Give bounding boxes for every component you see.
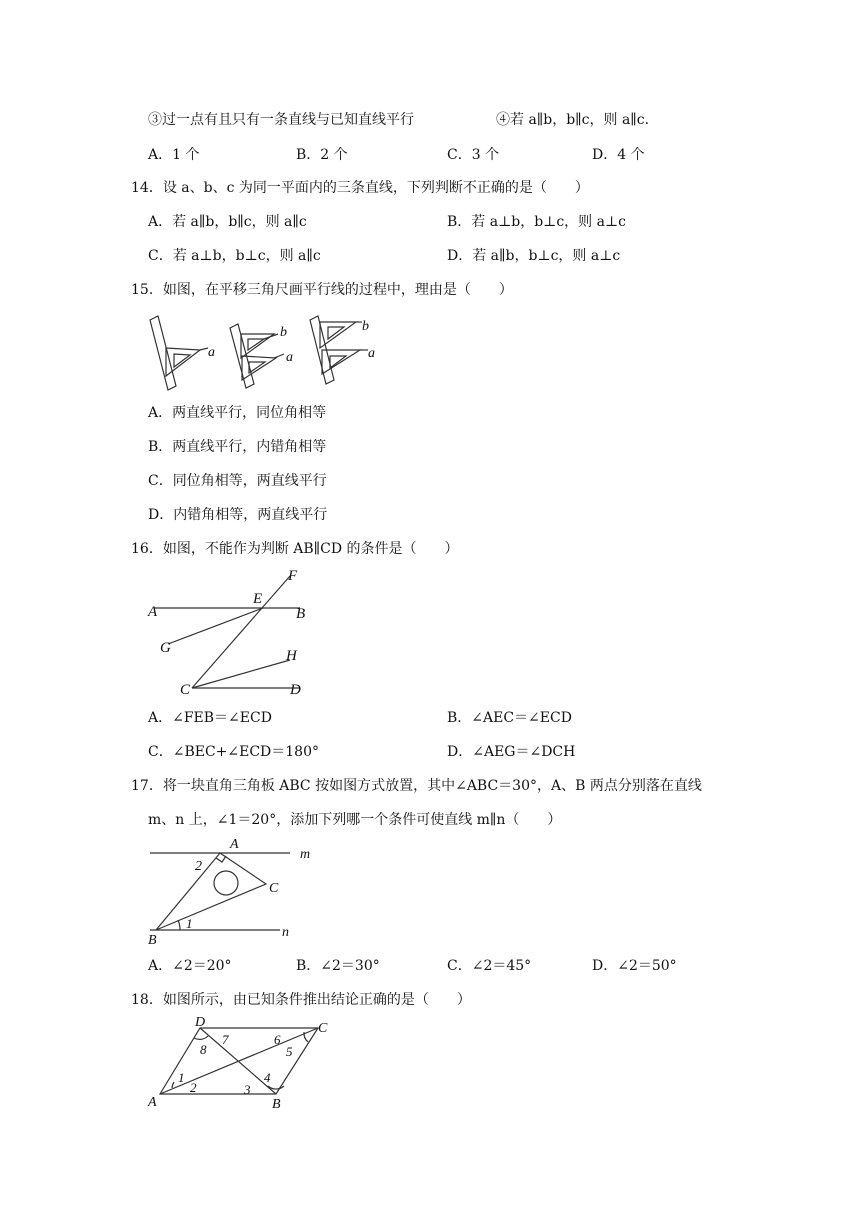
q15-figure-set-square (146, 312, 386, 392)
q14-option-b[interactable]: B．若 a⊥b，b⊥c，则 a⊥c (447, 214, 626, 230)
q18-label-5: 5 (286, 1044, 293, 1059)
q16-option-c[interactable]: C．∠BEC+∠ECD＝180° (148, 744, 320, 760)
q17-option-a[interactable]: A．∠2＝20° (148, 958, 232, 974)
q18-label-c: C (318, 1021, 328, 1036)
q16-figure-lines (140, 566, 320, 698)
q15-label-b-2: b (362, 319, 369, 334)
q17-label-c: C (269, 881, 279, 896)
q16-label-b: B (296, 606, 306, 622)
q18-label-d: D (195, 1015, 206, 1030)
q16-option-d[interactable]: D．∠AEG＝∠DCH (447, 744, 576, 760)
q16-label-g: G (160, 640, 171, 656)
q15-label-a-1: a (208, 345, 215, 360)
q18-figure-parallelogram (144, 1014, 344, 1110)
q13-statement-4: ④若 a∥b，b∥c，则 a∥c． (496, 112, 659, 128)
q13-option-d[interactable]: D．4 个 (592, 147, 645, 163)
q17-stem-line1: 17．将一块直角三角板 ABC 按如图方式放置，其中∠ABC＝30°，A、B 两点分别落在直线 (131, 778, 702, 794)
q17-option-c[interactable]: C．∠2＝45° (447, 958, 532, 974)
q13-option-a[interactable]: A．1 个 (148, 147, 200, 163)
q18-label-a: A (148, 1095, 157, 1110)
q17-label-2: 2 (195, 859, 202, 874)
q16-label-c: C (180, 682, 191, 698)
q15-option-b[interactable]: B．两直线平行，内错角相等 (148, 439, 327, 455)
q15-stem: 15．如图，在平移三角尺画平行线的过程中，理由是（ ） (131, 282, 513, 298)
q14-option-a[interactable]: A．若 a∥b，b∥c，则 a∥c (148, 214, 307, 230)
q16-label-e: E (253, 591, 263, 607)
q16-option-b[interactable]: B．∠AEC＝∠ECD (447, 710, 572, 726)
q18-label-3: 3 (244, 1082, 251, 1097)
q18-label-1: 1 (178, 1070, 185, 1085)
q16-label-d: D (290, 682, 301, 698)
q17-stem-line2: m、n 上，∠1＝20°，添加下列哪一个条件可使直线 m∥n（ ） (148, 812, 562, 828)
q14-option-c[interactable]: C．若 a⊥b，b⊥c，则 a∥c (148, 248, 321, 264)
q15-option-a[interactable]: A．两直线平行，同位角相等 (148, 405, 327, 421)
q18-label-4: 4 (264, 1070, 271, 1085)
q13-option-b[interactable]: B．2 个 (296, 147, 348, 163)
q18-label-2: 2 (190, 1080, 197, 1095)
q17-label-a: A (230, 837, 239, 852)
q16-stem: 16．如图，不能作为判断 AB∥CD 的条件是（ ） (131, 541, 459, 557)
q16-label-h: H (286, 648, 297, 664)
q15-option-d[interactable]: D．内错角相等，两直线平行 (148, 507, 328, 523)
q18-label-8: 8 (200, 1042, 207, 1057)
q15-label-b-1: b (280, 325, 287, 340)
q16-label-f: F (288, 568, 298, 584)
q16-option-a[interactable]: A．∠FEB＝∠ECD (148, 710, 272, 726)
q17-option-b[interactable]: B．∠2＝30° (296, 958, 380, 974)
q14-stem: 14．设 a、b、c 为同一平面内的三条直线，下列判断不正确的是（ ） (131, 180, 589, 196)
q14-option-d[interactable]: D．若 a∥b，b⊥c，则 a⊥c (447, 248, 621, 264)
q15-label-a-2: a (286, 350, 293, 365)
q15-option-c[interactable]: C．同位角相等，两直线平行 (148, 473, 327, 489)
q13-option-c[interactable]: C．3 个 (447, 147, 500, 163)
q18-label-7: 7 (222, 1032, 229, 1047)
q18-label-b: B (272, 1097, 281, 1110)
q13-statement-3: ③过一点有且只有一条直线与已知直线平行 (148, 112, 414, 128)
q18-label-6: 6 (274, 1032, 281, 1047)
q15-label-a-3: a (368, 346, 375, 361)
q17-figure-triangle (140, 836, 320, 948)
q17-label-m: m (300, 847, 311, 862)
q17-label-b: B (148, 933, 157, 948)
q17-label-1: 1 (186, 916, 193, 931)
q16-label-a: A (148, 604, 158, 620)
q17-option-d[interactable]: D．∠2＝50° (592, 958, 677, 974)
q17-label-n: n (282, 925, 289, 940)
q18-stem: 18．如图所示，由已知条件推出结论正确的是（ ） (131, 992, 471, 1008)
